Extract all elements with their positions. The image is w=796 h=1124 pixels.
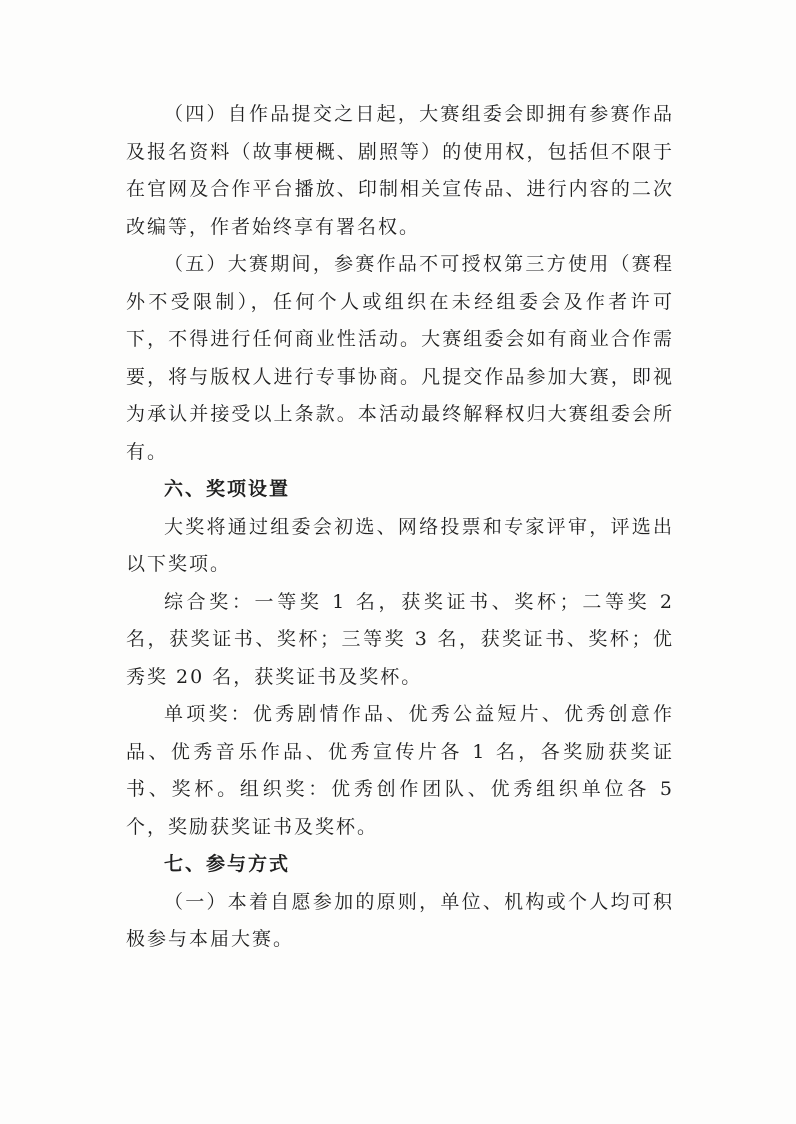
comprehensive-award-paragraph: 综合奖：一等奖 1 名，获奖证书、奖杯；二等奖 2 名，获奖证书、奖杯；三等奖 3 名，获奖证书、奖杯；优秀奖 20 名，获奖证书及奖杯。 <box>126 590 674 688</box>
section-7-heading: 七、参与方式 <box>164 853 291 875</box>
document-body <box>126 96 674 959</box>
section-6-heading: 六、奖项设置 <box>164 478 291 500</box>
single-award-paragraph: 单项奖：优秀剧情作品、优秀公益短片、优秀创意作品、优秀音乐作品、优秀宣传片各 1 名，各奖励获奖证书、奖杯。组织奖：优秀创作团队、优秀组织单位各 5 个，奖励获奖证书及奖杯。 <box>126 703 674 838</box>
participation-clause-1-paragraph: （一）本着自愿参加的原则，单位、机构或个人均可积极参与本届大赛。 <box>126 890 674 950</box>
clause-4-paragraph: （四）自作品提交之日起，大赛组委会即拥有参赛作品及报名资料（故事梗概、剧照等）的使用权，包括但不限于在官网及合作平台播放、印制相关宣传品、进行内容的二次改编等，作者始终享有署名权。 <box>126 103 674 238</box>
clause-5-paragraph: （五）大赛期间，参赛作品不可授权第三方使用（赛程外不受限制），任何个人或组织在未经组委会及作者许可下，不得进行任何商业性活动。大赛组委会如有商业合作需要，将与版权人进行专事协商。凡提交作品参加大赛，即视为承认并接受以上条款。本活动最终解释权归大赛组委会所有。 <box>126 253 674 463</box>
awards-intro-paragraph: 大奖将通过组委会初选、网络投票和专家评审，评选出以下奖项。 <box>126 515 674 575</box>
